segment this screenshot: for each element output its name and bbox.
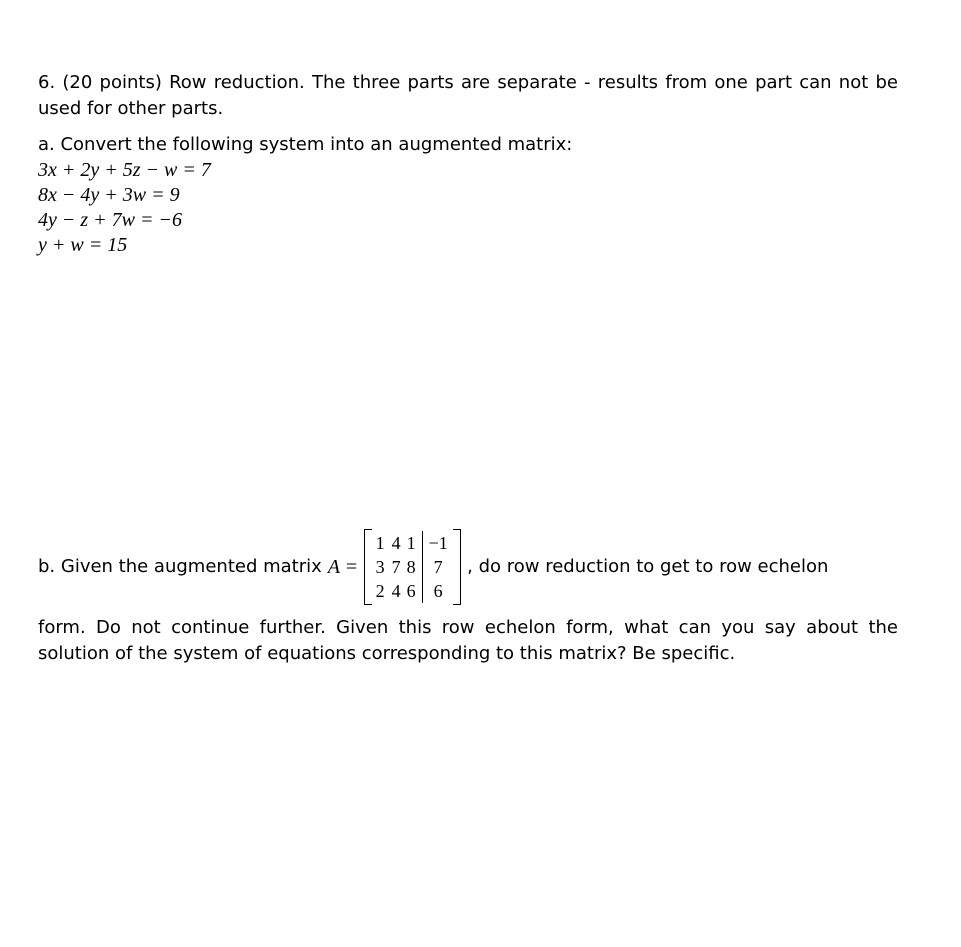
matrix-row bbox=[372, 531, 453, 555]
matrix-row bbox=[372, 579, 453, 603]
part-b-prefix: b. Given the augmented matrix bbox=[38, 556, 322, 577]
part-b-matrix-line bbox=[38, 525, 898, 609]
matrix-left-bracket bbox=[364, 529, 372, 605]
matrix-cell: 1 bbox=[404, 531, 423, 555]
matrix-cell: 4 bbox=[391, 580, 401, 601]
matrix-cell: 3 bbox=[375, 556, 385, 577]
equation-1: 3x + 2y + 5z − w = 7 bbox=[38, 159, 211, 181]
matrix-label: A = bbox=[327, 555, 359, 578]
part-a-prompt: a. Convert the following system into an augmented matrix: bbox=[38, 134, 573, 155]
matrix-cell: 7 bbox=[391, 556, 401, 577]
part-b-continuation: form. Do not continue further. Given this row echelon form, what can you say about the solution of the system of equations corresponding to this matrix? Be specific. bbox=[38, 617, 898, 664]
equation-system bbox=[38, 158, 898, 258]
problem-intro: 6. (20 points) Row reduction. The three parts are separate - results from one part can not be used for other parts. bbox=[38, 72, 898, 119]
matrix-cell: 4 bbox=[391, 532, 401, 553]
part-b bbox=[38, 525, 898, 667]
equation-3: 4y − z + 7w = −6 bbox=[38, 209, 182, 231]
matrix-row bbox=[372, 555, 453, 579]
equation-2: 8x − 4y + 3w = 9 bbox=[38, 184, 180, 206]
matrix-augmented-cell: −1 bbox=[428, 532, 448, 553]
matrix-cell: 1 bbox=[375, 532, 385, 553]
matrix-augmented-cell: 7 bbox=[433, 556, 443, 577]
matrix-body bbox=[372, 531, 453, 603]
matrix-augmented-cell: 6 bbox=[433, 580, 443, 601]
matrix-cell: 6 bbox=[404, 579, 423, 603]
matrix-cell: 8 bbox=[404, 555, 423, 579]
problem-page bbox=[38, 70, 898, 664]
equation-4: y + w = 15 bbox=[38, 234, 128, 256]
augmented-matrix bbox=[364, 529, 461, 605]
part-b-suffix: , do row reduction to get to row echelon bbox=[467, 556, 829, 577]
matrix-cell: 2 bbox=[375, 580, 385, 601]
matrix-right-bracket bbox=[453, 529, 461, 605]
